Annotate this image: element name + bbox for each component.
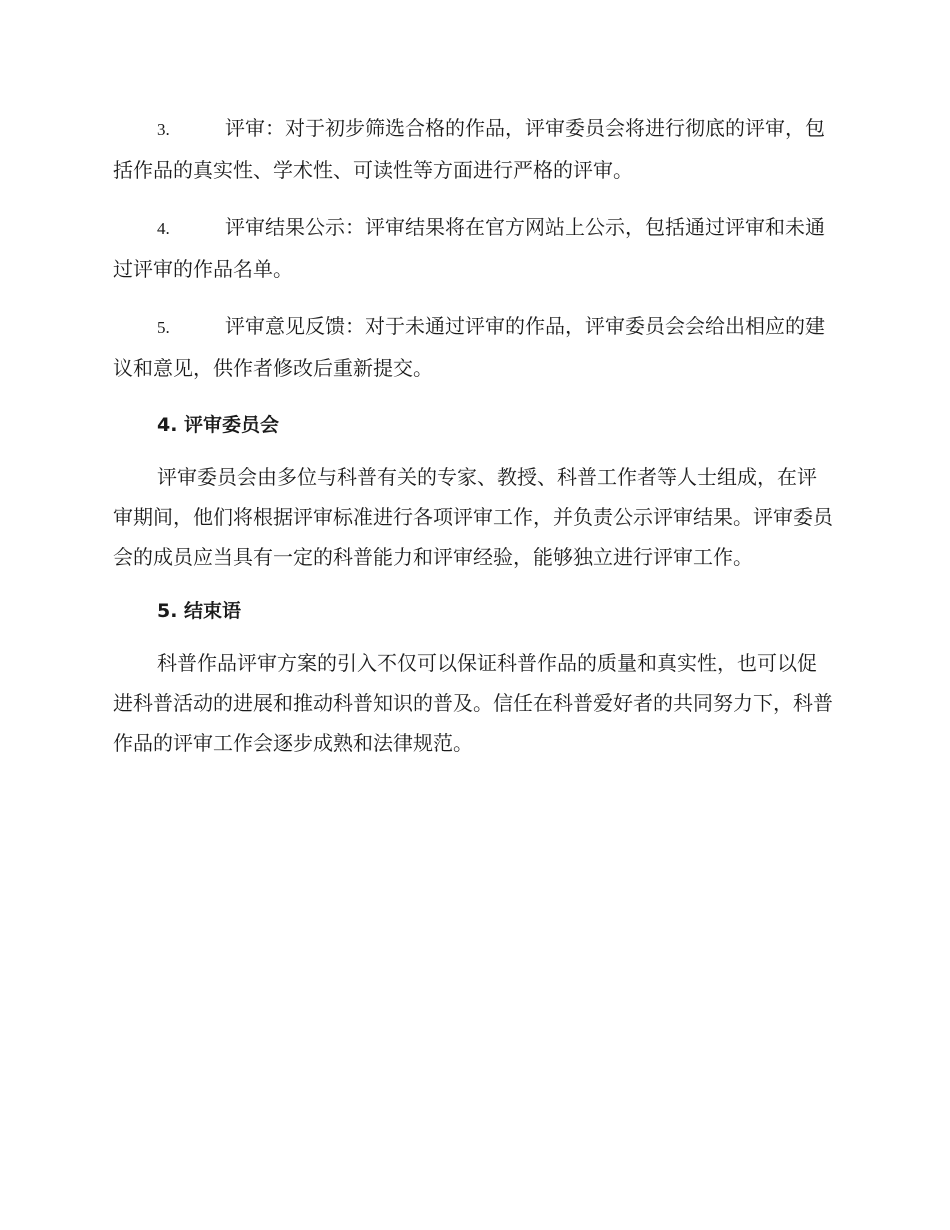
list-number: 3.: [157, 120, 170, 139]
list-item-result-announcement: [113, 207, 835, 289]
list-item-text: 评审意见反馈：对于未通过评审的作品，评审委员会会给出相应的建议和意见，供作者修改后重新提交。: [113, 314, 825, 380]
list-item-feedback: [113, 306, 835, 388]
list-item-review: [113, 108, 835, 190]
list-number: 4.: [157, 219, 170, 238]
list-item-text: 评审结果公示：评审结果将在官方网站上公示，包括通过评审和未通过评审的作品名单。: [113, 215, 825, 281]
list-number: 5.: [157, 318, 170, 337]
section-heading-committee: 4. 评审委员会: [157, 414, 280, 436]
conclusion-paragraph: 科普作品评审方案的引入不仅可以保证科普作品的质量和真实性，也可以促进科普活动的进展和推动科普知识的普及。信任在科普爱好者的共同努力下，科普作品的评审工作会逐步成熟和法律规范。: [113, 651, 833, 755]
document-body: [113, 108, 835, 777]
section-heading-conclusion: 5. 结束语: [157, 600, 242, 622]
list-item-text: 评审：对于初步筛选合格的作品，评审委员会将进行彻底的评审，包括作品的真实性、学术性、可读性等方面进行严格的评审。: [113, 116, 825, 182]
committee-paragraph: 评审委员会由多位与科普有关的专家、教授、科普工作者等人士组成，在评审期间，他们将根据评审标准进行各项评审工作，并负责公示评审结果。评审委员会的成员应当具有一定的科普能力和评审经验，能够独立进行评审工作。: [113, 465, 833, 569]
